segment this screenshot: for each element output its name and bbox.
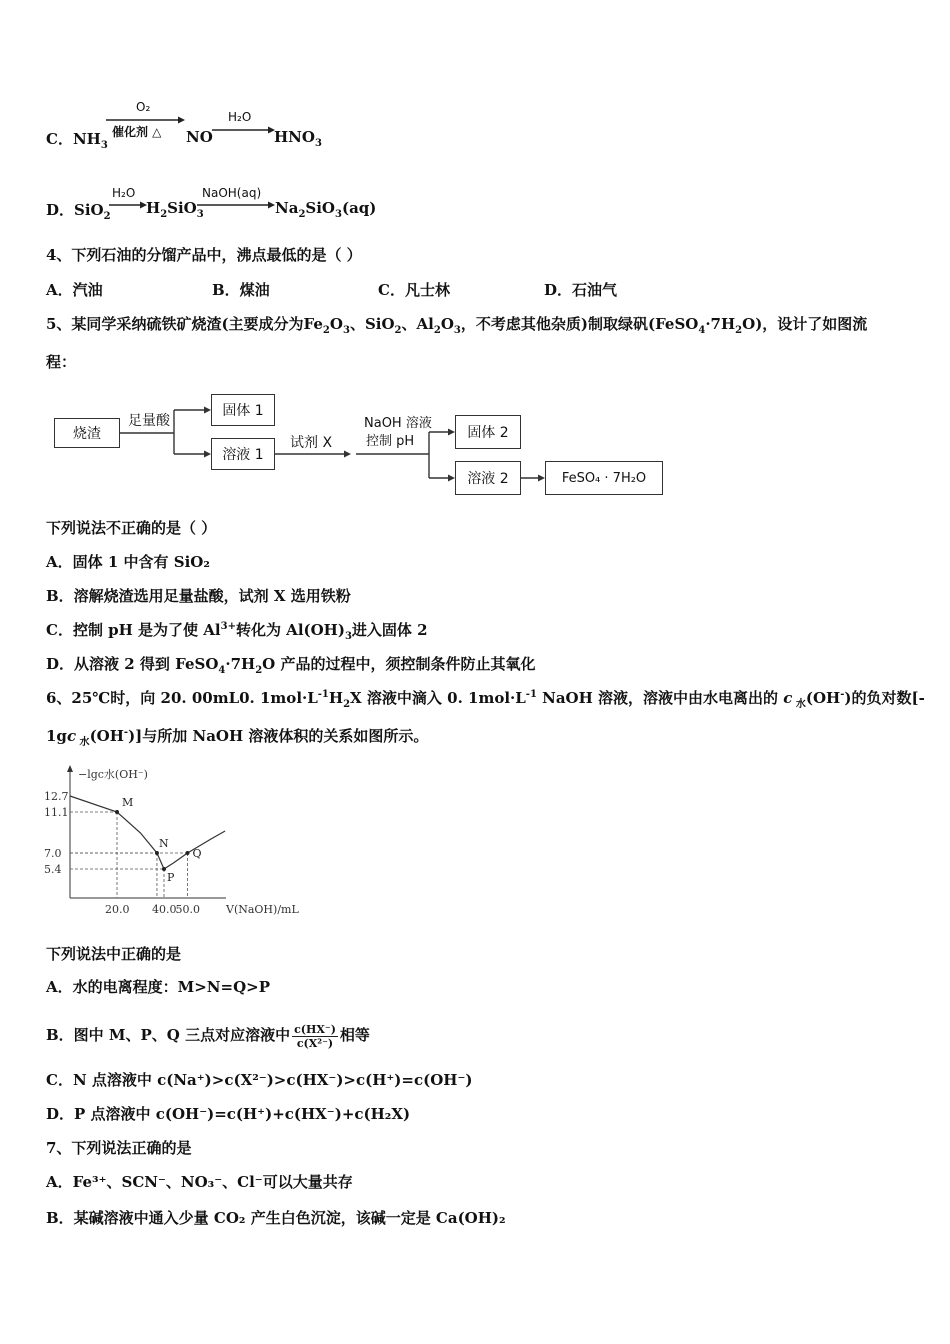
q5-option-b: B．溶解烧渣选用足量盐酸，试剂 X 选用铁粉	[46, 587, 351, 605]
q4-stem: 4、下列石油的分馏产品中，沸点最低的是（ ）	[46, 246, 362, 264]
no-formula: NO	[186, 128, 213, 146]
flow-label-naoh: NaOH 溶液	[364, 416, 432, 431]
flow-box-solution1: 溶液 1	[211, 438, 275, 470]
y-tick-label: 11.1	[44, 806, 69, 819]
q5-flowchart	[46, 388, 676, 498]
q4-options	[46, 280, 617, 300]
arrow-label-top: NaOH(aq)	[202, 186, 262, 200]
q7-option-a: A．Fe³⁺、SCN⁻、NO₃⁻、Cl⁻可以大量共存	[46, 1173, 353, 1191]
y-axis-label: −lgc水(OH⁻)	[78, 768, 148, 781]
q4-option-d: D．石油气	[544, 281, 618, 299]
flow-label-reagent-x: 试剂 X	[290, 435, 333, 451]
q6-option-b: B．图中 M、P、Q 三点对应溶液中 $\frac{c(HX^-)}{\text{c(X²⁻)}}$ 相等	[46, 1022, 370, 1050]
ratio-fraction: $\frac{c(HX^-)}{\text{c(X²⁻)}}$	[294, 1022, 336, 1050]
nh3-formula: $NH_3$	[72, 130, 108, 151]
data-point	[155, 851, 159, 855]
y-tick-label: 12.7	[44, 790, 69, 803]
q6-question: 下列说法中正确的是	[46, 945, 182, 963]
q5-option-c: C．控制 pH 是为了使 $Al^{3+}$转化为 $Al(OH)_3$进入固体 2	[46, 621, 428, 642]
y-tick-label: 7.0	[44, 847, 62, 860]
q4-option-a: A．汽油	[46, 281, 103, 299]
na2sio3-formula: $Na_2SiO_3(aq)$	[275, 199, 377, 220]
q6-stem-line1: 6、25℃时，向 20. 00mL0. $1mol\cdot L^{-1}H_2X$ 溶液中滴入 0. $1mol\cdot L^{-1}$ NaOH 溶液，溶液中由水电离出的 c $_水$(OH-)的负对数[-	[46, 689, 925, 710]
q4-option-c: C．凡士林	[378, 281, 450, 299]
hno3-formula: $HNO_3$	[274, 128, 322, 149]
point-label: P	[167, 871, 175, 884]
arrow-label-top: O₂	[136, 100, 151, 114]
arrow-label-top: H₂O	[228, 110, 252, 124]
x-axis-label: V(NaOH)/mL	[226, 903, 299, 916]
point-label: Q	[192, 847, 202, 860]
q3-option-d: D．SiO$_2$	[46, 201, 111, 222]
reaction-arrow-o2	[104, 98, 186, 144]
q5-question: 下列说法不正确的是（ ）	[46, 519, 217, 537]
flow-box-solution2: 溶液 2	[455, 461, 521, 495]
data-point	[186, 851, 190, 855]
flow-box-product: FeSO₄ · 7H₂O	[545, 461, 663, 495]
q5-stem-cont: 程：	[46, 353, 77, 371]
q6-chart	[40, 762, 310, 922]
q5-option-a: A．固体 1 中含有 SiO₂	[46, 553, 210, 571]
x-tick-label: 50.0	[175, 903, 200, 916]
q5-option-d: D．从溶液 2 得到 $FeSO_4\cdot 7H_2O$ 产品的过程中，须控制条件防止其氧化	[46, 655, 536, 676]
point-label: N	[158, 837, 169, 850]
data-curve	[70, 796, 225, 869]
q6-option-c: C．N 点溶液中 c(Na⁺)>c(X²⁻)>c(HX⁻)>c(H⁺)=c(OH⁻)	[46, 1071, 473, 1089]
q6-option-a: A．水的电离程度：M>N=Q>P	[46, 978, 271, 996]
flow-box-solid1: 固体 1	[211, 394, 275, 426]
q4-option-b: B．煤油	[212, 281, 270, 299]
data-point	[162, 867, 166, 871]
q7-option-b: B．某碱溶液中通入少量 CO₂ 产生白色沉淀，该碱一定是 Ca(OH)₂	[46, 1209, 506, 1227]
flow-box-solid2: 固体 2	[455, 415, 521, 449]
x-tick-label: 40.0	[152, 903, 177, 916]
arrow-label-bottom: 催化剂 △	[112, 125, 162, 139]
q6-stem-line2: 1gc $_水$(OH-)]与所加 NaOH 溶液体积的关系如图所示。	[46, 727, 429, 748]
h2sio3-formula: $H_2SiO_3$	[146, 199, 204, 220]
q3-option-c: C．$NH_3$	[46, 130, 108, 151]
q6-option-d: D．P 点溶液中 c(OH⁻)=c(H⁺)+c(HX⁻)+c(H₂X)	[46, 1105, 411, 1123]
x-tick-label: 20.0	[105, 903, 130, 916]
flow-label-acid: 足量酸	[128, 413, 170, 429]
q7-stem: 7、下列说法正确的是	[46, 1139, 192, 1157]
q5-stem: 5、某同学采纳硫铁矿烧渣(主要成分为$Fe_2O_3$、SiO$_2$、$Al_2O_3$，不考虑其他杂质)制取绿矾$(FeSO_4\cdot 7H_2O)$，设计了如图流	[46, 315, 868, 336]
flow-box-slag: 烧渣	[54, 418, 120, 448]
flow-label-ph: 控制 pH	[366, 434, 415, 449]
arrow-label-top: H₂O	[112, 186, 136, 200]
data-point	[115, 810, 119, 814]
point-label: M	[122, 796, 134, 809]
reaction-arrow-h2o-d	[108, 186, 148, 216]
y-tick-label: 5.4	[44, 863, 62, 876]
y-axis-arrow	[67, 765, 73, 772]
reaction-arrow-h2o	[210, 108, 276, 138]
reaction-arrow-naoh	[196, 186, 276, 216]
